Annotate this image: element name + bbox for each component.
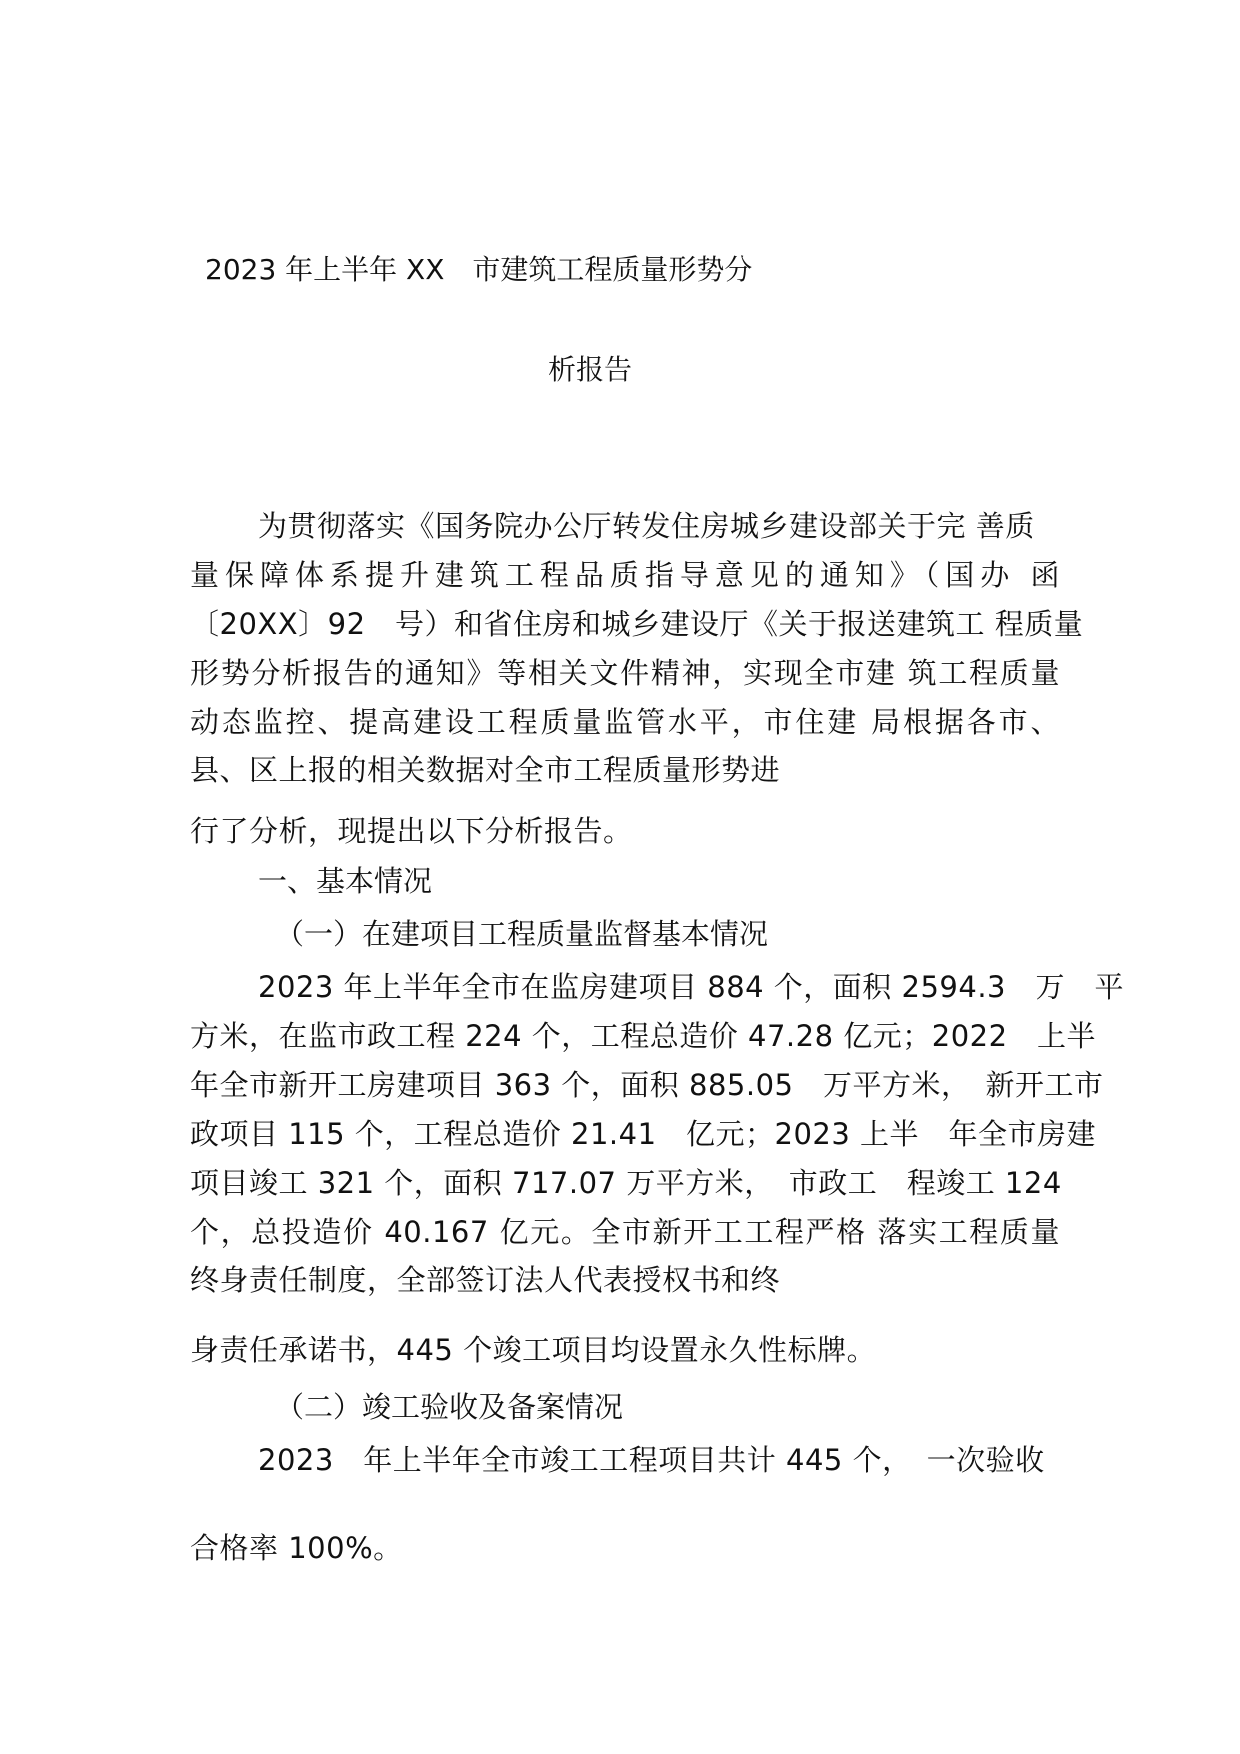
- subsection-1-line-4: 政项目 115 个，工程总造价 21.41 亿元；2023 上半 年全市房建: [190, 1117, 1097, 1151]
- subsection-1-line-1: 2023 年上半年全市在监房建项目 884 个，面积 2594.3 万 平: [258, 970, 1125, 1004]
- subsection-heading-under-construction: （一）在建项目工程质量监督基本情况: [275, 917, 769, 951]
- document-title-line-2: 析报告: [548, 353, 633, 386]
- subsection-1-line-6: 个，总投造价 40.167 亿元。全市新开工工程严格 落实工程质量: [190, 1215, 1060, 1249]
- section-heading-basic-situation: 一、基本情况: [258, 864, 433, 898]
- subsection-2-line-1: 2023 年上半年全市竣工工程项目共计 445 个， 一次验收: [258, 1443, 1045, 1477]
- subsection-1-line-2: 方米，在监市政工程 224 个，工程总造价 47.28 亿元；2022 上半: [190, 1019, 1097, 1053]
- intro-line-3: 〔20XX〕92 号）和省住房和城乡建设厅《关于报送建筑工 程质量: [190, 607, 1084, 641]
- intro-line-6: 县、区上报的相关数据对全市工程质量形势进: [190, 753, 781, 787]
- subsection-1-line-5: 项目竣工 321 个，面积 717.07 万平方米， 市政工 程竣工 124: [190, 1166, 1062, 1200]
- intro-line-5: 动态监控、提高建设工程质量监管水平，市住建 局根据各市、: [190, 705, 1060, 739]
- document-title-line-1: 2023 年上半年 XX 市建筑工程质量形势分: [205, 253, 753, 286]
- intro-line-7: 行了分析，现提出以下分析报告。: [190, 814, 633, 848]
- intro-line-2: 量保障体系提升建筑工程品质指导意见的通知》（国办 函: [190, 558, 1060, 592]
- subsection-heading-completion-acceptance: （二）竣工验收及备案情况: [275, 1390, 624, 1424]
- intro-line-1: 为贯彻落实《国务院办公厅转发住房城乡建设部关于完 善质: [258, 509, 1035, 543]
- subsection-1-line-7: 终身责任制度，全部签订法人代表授权书和终: [190, 1263, 781, 1297]
- subsection-2-line-2: 合格率 100%。: [190, 1531, 403, 1565]
- intro-line-4: 形势分析报告的通知》等相关文件精神，实现全市建 筑工程质量: [190, 656, 1060, 690]
- subsection-1-line-8: 身责任承诺书，445 个竣工项目均设置永久性标牌。: [190, 1333, 877, 1367]
- subsection-1-line-3: 年全市新开工房建项目 363 个，面积 885.05 万平方米， 新开工市: [190, 1068, 1104, 1102]
